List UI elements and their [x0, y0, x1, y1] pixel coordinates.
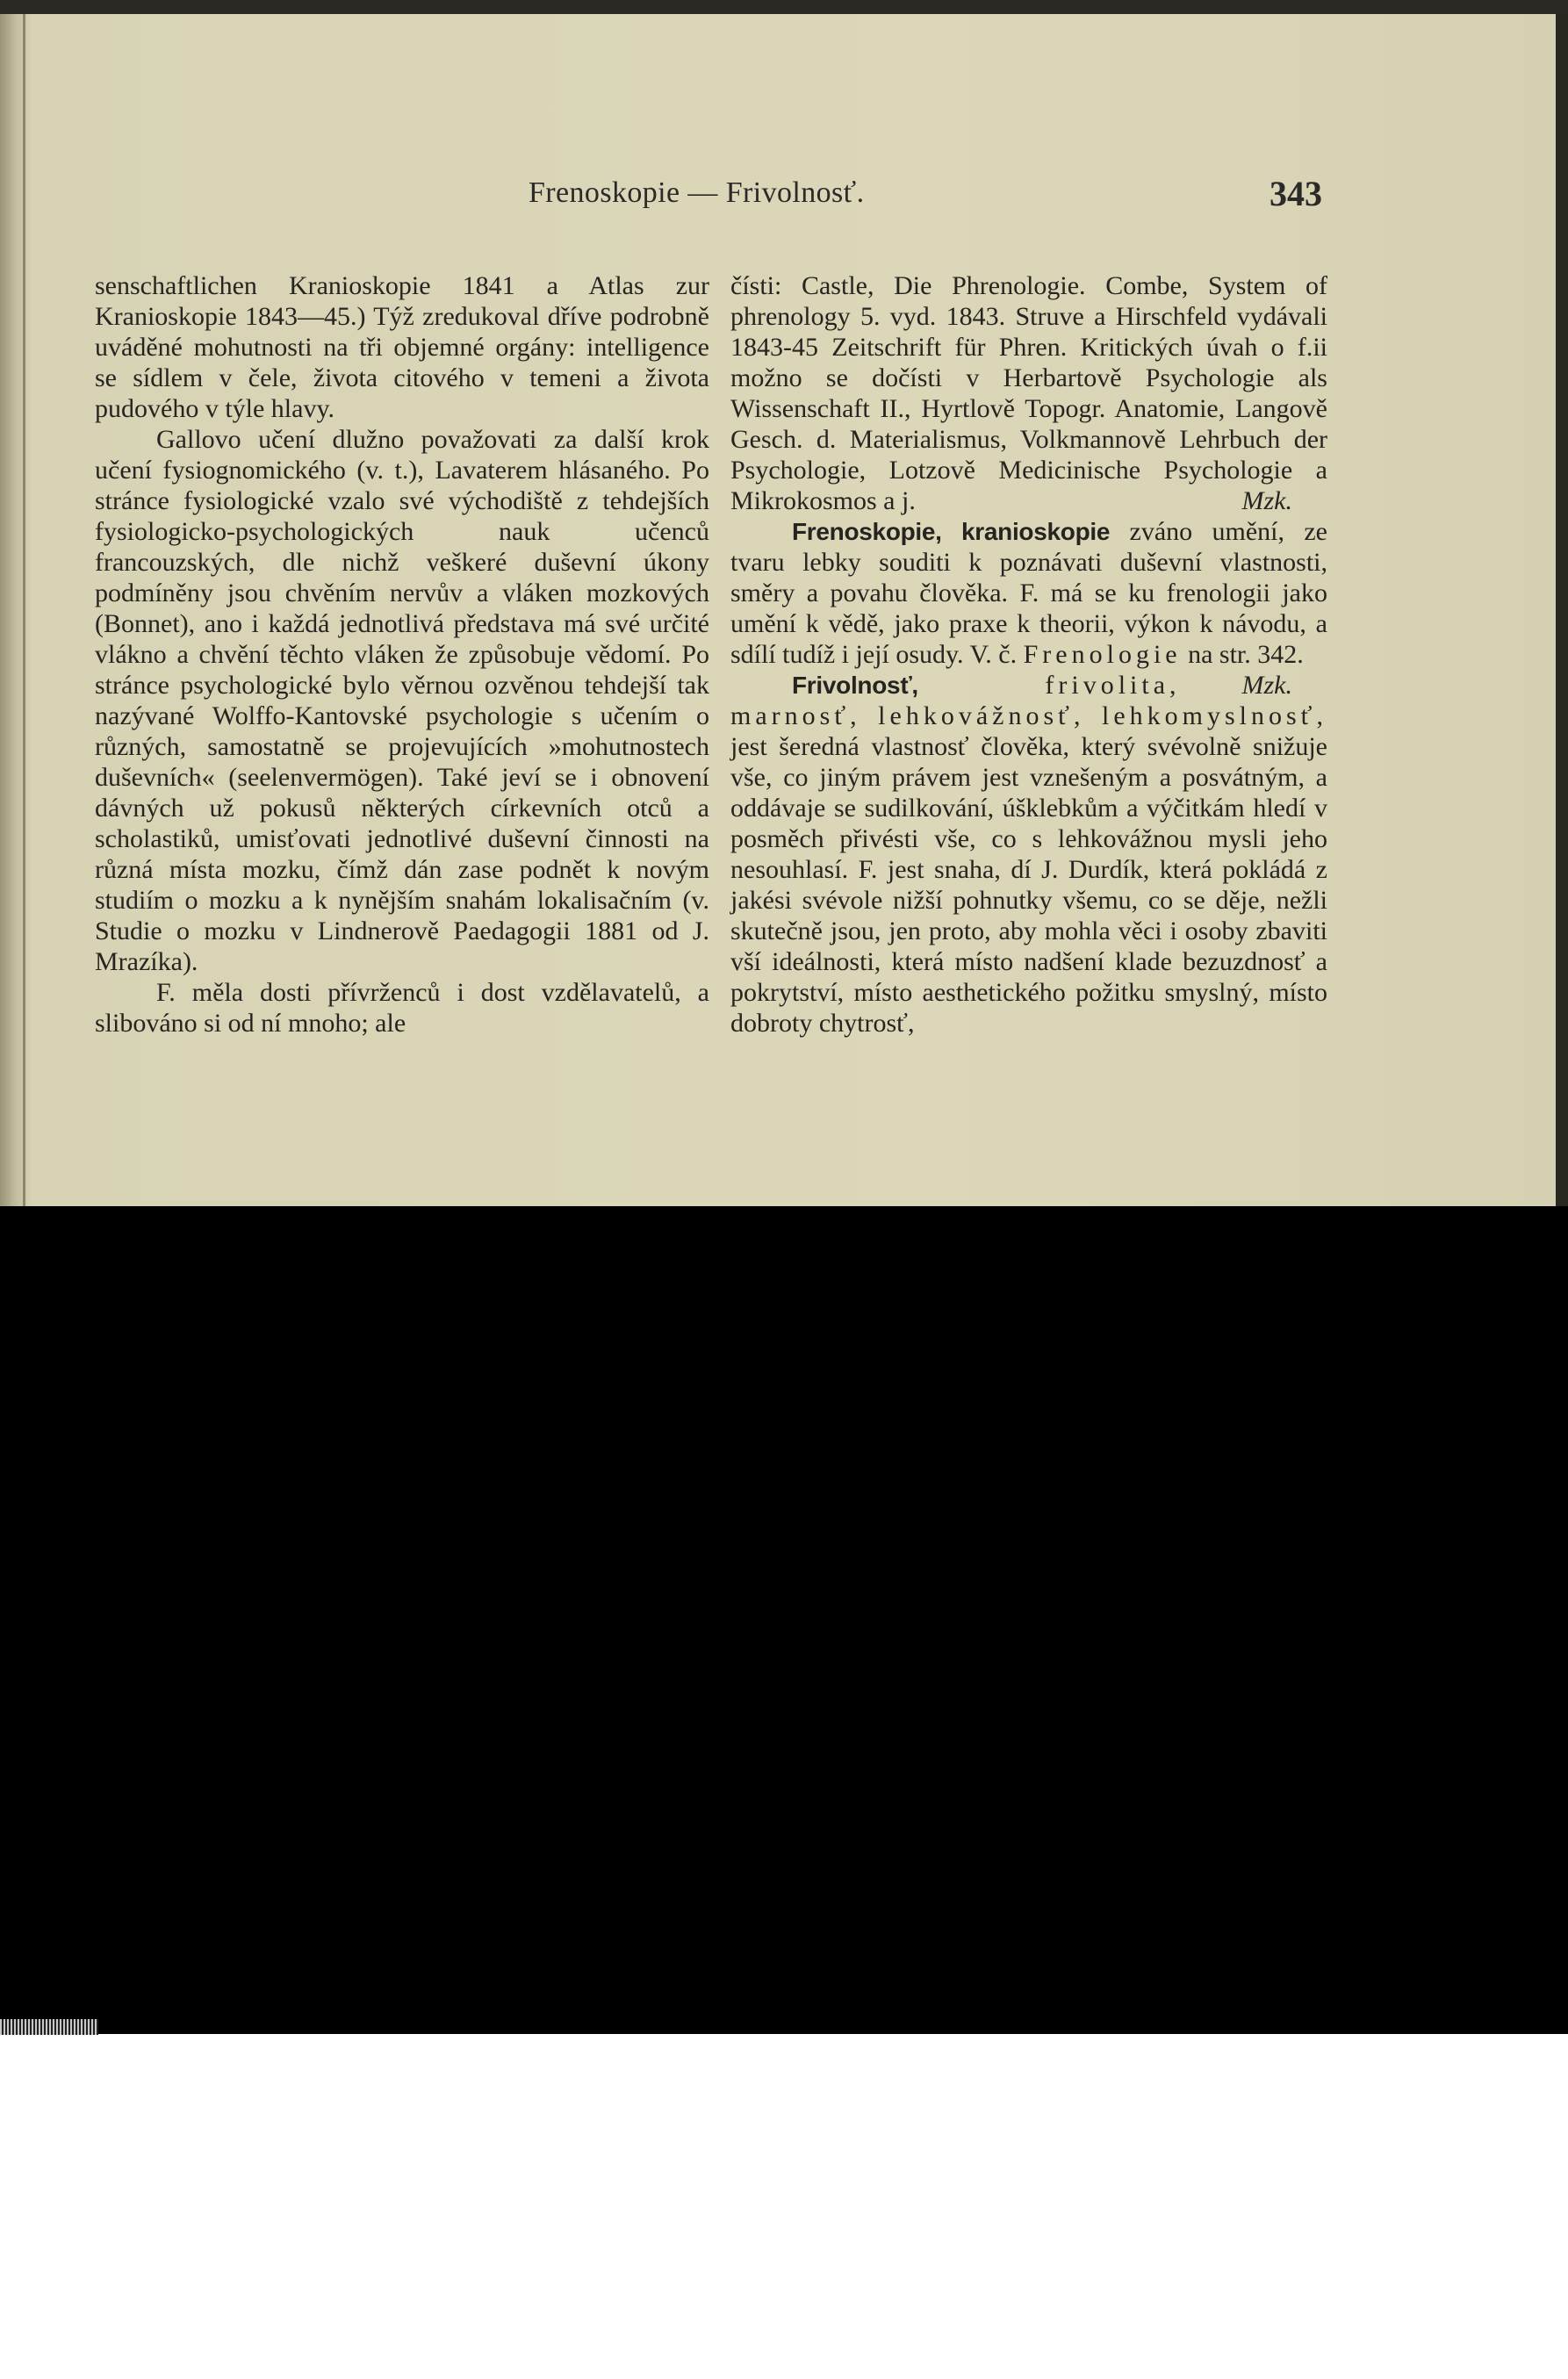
scan-right-edge: [1556, 14, 1568, 1206]
scan-black-area: [0, 1206, 1568, 2034]
scan-top-edge: [0, 0, 1568, 14]
page-title: Frenoskopie — Frivolnosť.: [529, 176, 865, 209]
left-column: [95, 270, 709, 1039]
entry-headword: Frivolnosť,: [792, 672, 918, 699]
cross-reference: Frenologie: [1023, 640, 1182, 669]
right-paragraph-1: [730, 270, 1327, 516]
entry-synonyms: frivolita, marnosť, lehkovážnosť, lehkomyslnosť,: [730, 671, 1327, 730]
left-paragraph-3-text: měla dosti přívrženců i dost vzdělavatelů, a slibováno si od ní mnoho; ale: [95, 978, 709, 1038]
entry-body: jest šeredná vlastnosť člověka, který svévolně snižuje vše, co jiným právem jest vznešeným a posvátným, a oddávaje se sudilkování, úšklebkům a výčitkám hledí v posměch přivésti vše, co s lehkovážnou mysli jeho nesouhlasí. F. jest snaha, dí J. Durdík, která pokládá z jakési svévole nižší pohnutky všemu, co se děje, nežli skutečně jsou, jen proto, aby mohla věci i osoby zbaviti vší ideálnosti, která místo nadšení klade bezuzdnosť a pokrytství, místo aesthetického požitku smyslný, místo dobroty chytrosť,: [730, 732, 1327, 1038]
page-number: 343: [1270, 174, 1322, 213]
author-signature: Mzk.: [1241, 486, 1292, 515]
entry-tail: na str. 342.: [1188, 640, 1304, 669]
book-page: [0, 14, 1556, 1206]
bibliography-text: čísti: Castle, Die Phrenologie. Combe, System of phrenology 5. vyd. 1843. Struve a Hirschfeld vydávali 1843-45 Zeitschrift für Phren. Kritických úvah o f.ii možno se dočísti v Herbartově Psychologie als Wissenschaft II., Hyrtlově Topogr. Anatomie, Langově Gesch. d. Materialismus, Volkmannově Lehrbuch der Psychologie, Lotzově Medicinische Psychologie a Mikrokosmos a j.: [730, 271, 1327, 515]
entry-frivolnost: [730, 670, 1327, 1039]
abbrev-lead: F.: [156, 978, 176, 1007]
entry-headword: Frenoskopie, kranioskopie: [792, 518, 1111, 545]
left-paragraph-2: Gallovo učení dlužno považovati za další krok učení fysiognomického (v. t.), Lavaterem hlásaného. Po stránce fysiologické vzalo své východiště z tehdejších fysiologicko-psychologických nauk učenců francouzských, dle nichž veškeré duševní úkony podmíněny jsou chvěním nervův a vláken mozkových (Bonnet), ano i každá jednotlivá představa má své určité vlákno a chvění těchto vláken že způsobuje vědomí. Po stránce psychologické bylo věrnou ozvěnou tehdejší tak nazývané Wolffo-Kantovské psychologie s učením o různých, samostatně se projevujících »mohutnostech duševních« (seelenvermögen). Také jeví se i obnovení dávných už pokusů některých církevních otců a scholastiků, umisťovati jednotlivé duševní činnosti na různá místa mozku, čímž dán zase podnět k novým studiím o mozku a k nynějším snahám lokalisačním (v. Studie o mozku v Lindnerově Paedagogii 1881 od J. Mrazíka).: [95, 425, 709, 976]
entry-body: zváno umění, ze tvaru lebky souditi k poznávati duševní vlastnosti, směry a povahu člověka. F. má se ku frenologii jako umění k vědě, jako praxe k theorii, výkon k návodu, a sdílí tudíž i její osudy. V. č.: [730, 517, 1327, 669]
running-header: [0, 176, 1556, 220]
author-signature: Mzk.: [1241, 671, 1292, 700]
scan-artifact-strip: [0, 2019, 98, 2035]
right-column: [730, 270, 1327, 1039]
left-paragraph-3: [95, 977, 709, 1039]
left-paragraph-1: senschaftlichen Kranioskopie 1841 a Atlas zur Kranioskopie 1843—45.) Týž zredukoval dříve podrobně uváděné mohutnosti na tři objemné orgány: intelligence se sídlem v čele, života citového v temeni a života pudového v týle hlavy.: [95, 271, 709, 423]
